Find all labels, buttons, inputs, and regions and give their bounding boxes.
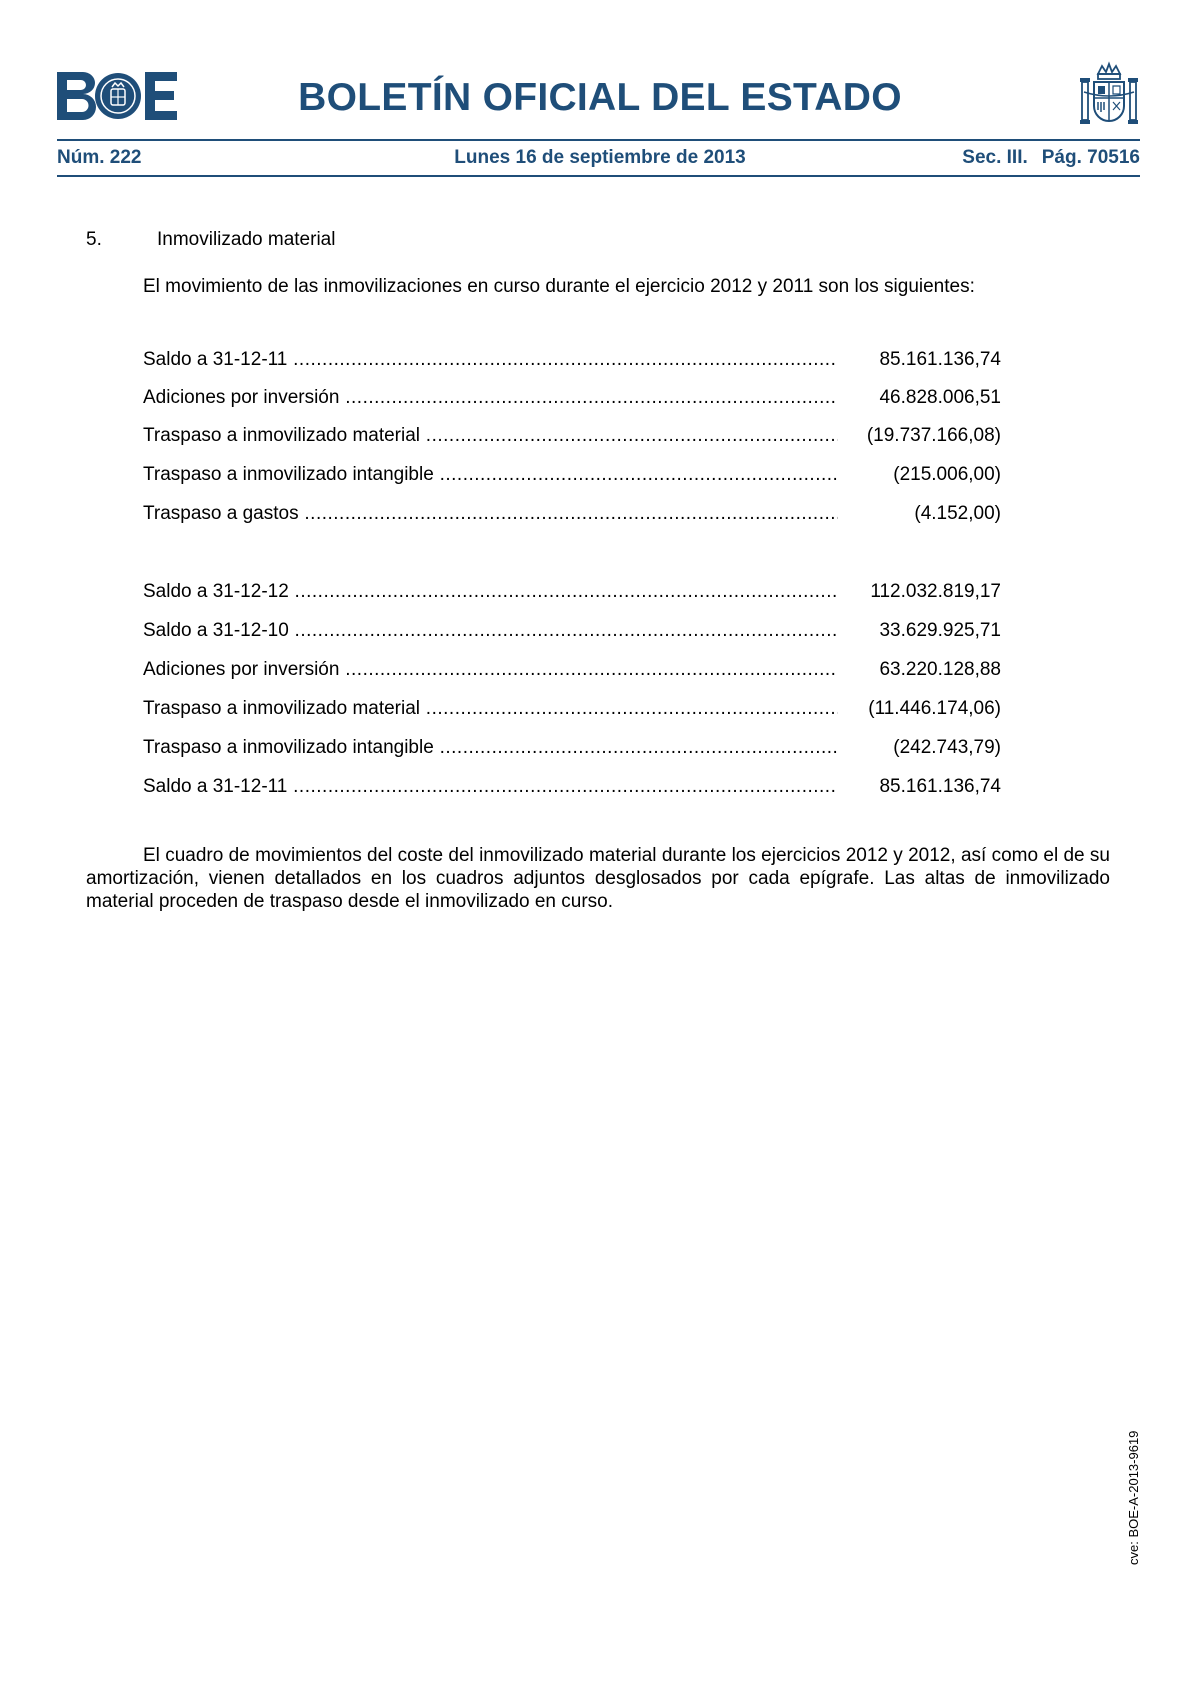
row-label: Traspaso a inmovilizado material ..... [143, 423, 838, 449]
intro-text: El movimiento de las inmovilizaciones en curso durante el ejercicio 2012 y 2011 son los siguientes: [143, 276, 975, 297]
cve-identifier: cve: BOE-A-2013-9619 [1126, 1430, 1141, 1565]
table-row [143, 657, 1001, 683]
masthead-title: BOLETÍN OFICIAL DEL ESTADO [298, 76, 902, 119]
section-heading [86, 228, 335, 252]
row-label: Traspaso a gastos ..... [143, 501, 838, 527]
row-amount: (19.737.166,08) [866, 425, 1001, 446]
row-amount: 112.032.819,17 [870, 581, 1001, 602]
row-amount: 63.220.128,88 [879, 659, 1001, 680]
row-label: Saldo a 31-12-10 ..... [143, 618, 838, 644]
table-row [143, 696, 1001, 722]
row-label: Traspaso a inmovilizado intangible ..... [143, 462, 838, 488]
table-row [143, 423, 1001, 449]
section-label: Sec. III. [962, 147, 1028, 168]
row-label: Traspaso a inmovilizado intangible ..... [143, 735, 838, 761]
row-amount: 46.828.006,51 [879, 387, 1001, 408]
page-label: Pág. 70516 [1041, 147, 1140, 168]
row-amount: 33.629.925,71 [879, 620, 1001, 641]
row-amount: (4.152,00) [914, 503, 1001, 524]
header-rule-bottom [57, 175, 1140, 177]
row-label: Saldo a 31-12-12 ..... [143, 579, 838, 605]
row-label: Saldo a 31-12-11 ..... [143, 347, 838, 373]
section-page [962, 145, 1140, 171]
coat-of-arms-icon [1078, 60, 1140, 130]
row-label: Traspaso a inmovilizado material ..... [143, 696, 838, 722]
section-number: 5. [86, 229, 102, 250]
table-row [143, 579, 1001, 605]
section-title: Inmovilizado material [157, 229, 336, 250]
header-rule-top [57, 139, 1140, 141]
row-amount: 85.161.136,74 [879, 776, 1001, 797]
table-row [143, 774, 1001, 800]
table-row [143, 735, 1001, 761]
row-label: Saldo a 31-12-11 ..... [143, 774, 838, 800]
table-row [143, 501, 1001, 527]
table-row [143, 385, 1001, 411]
table-row [143, 618, 1001, 644]
issue-date: Lunes 16 de septiembre de 2013 [454, 147, 746, 168]
body-paragraph: El cuadro de movimientos del coste del inmovilizado material durante los ejercicios 2012 y 2012, así como el de su amortización, vienen detallados en los cuadros adjuntos desglosados por cada epígrafe. Las altas de inmovilizado material proceden de traspaso desde el inmovilizado en curso. [86, 845, 1110, 912]
row-amount: (215.006,00) [893, 464, 1001, 485]
row-amount: (242.743,79) [893, 737, 1001, 758]
table-row [143, 462, 1001, 488]
boe-logo-icon [57, 72, 177, 120]
issue-number: Núm. 222 [57, 147, 142, 168]
table-row [143, 347, 1001, 373]
row-amount: 85.161.136,74 [879, 349, 1001, 370]
row-amount: (11.446.174,06) [868, 698, 1001, 719]
row-label: Adiciones por inversión ..... [143, 385, 838, 411]
row-label: Adiciones por inversión ..... [143, 657, 838, 683]
